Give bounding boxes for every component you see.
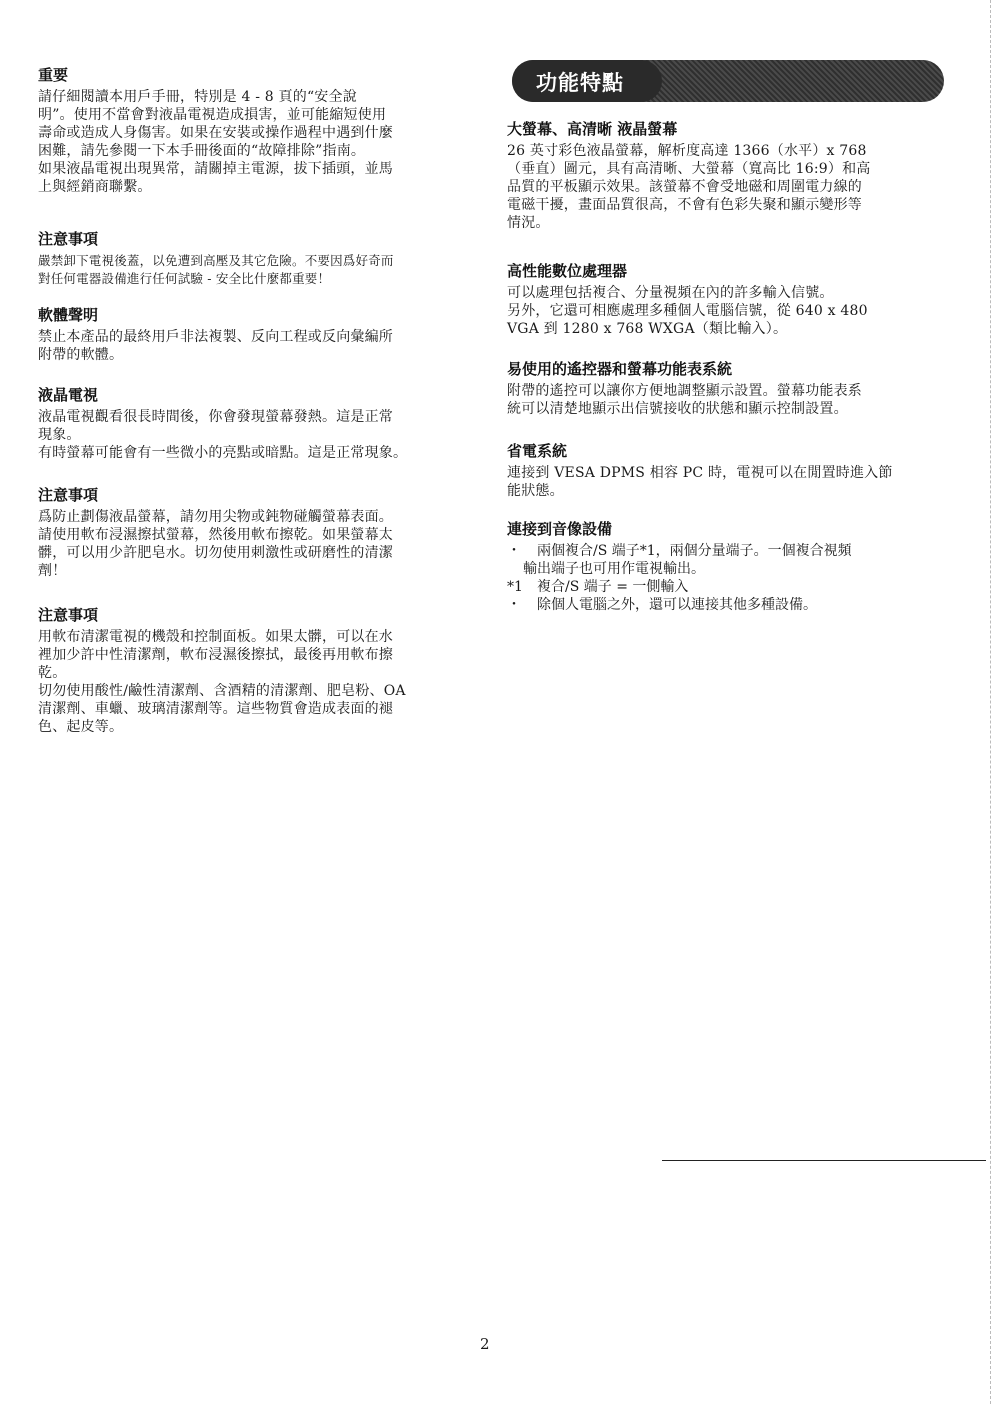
section-software-notice	[38, 306, 463, 364]
list-item	[507, 578, 947, 596]
body-line: 色、起皮等。	[38, 719, 124, 735]
body-line: 裡加少許中性清潔劑，軟布浸濕後擦拭，最後再用軟布擦	[38, 647, 393, 663]
body-line: 電磁干擾，畫面品質很高，不會有色彩失聚和顯示變形等	[507, 197, 862, 213]
section-title: 高性能數位處理器	[507, 262, 628, 280]
body-line: 用軟布清潔電視的機殼和控制面板。如果太髒，可以在水	[38, 629, 393, 645]
list-item	[507, 596, 947, 614]
body-line: 情況。	[507, 215, 550, 231]
body-line: 現象。	[38, 427, 81, 443]
body-line: 有時螢幕可能會有一些微小的亮點或暗點。這是正常現象。	[38, 445, 408, 461]
body-line: 髒，可以用少許肥皂水。切勿使用刺激性或研磨性的清潔	[38, 545, 393, 561]
bullet-mark: ・	[507, 597, 521, 613]
section-caution-3	[38, 606, 463, 736]
body-line: 附帶的遙控可以讓你方便地調整顯示設置。螢幕功能表系	[507, 383, 862, 399]
section-title: 易使用的遙控器和螢幕功能表系統	[507, 360, 733, 378]
section-title: 注意事項	[38, 486, 99, 504]
footnote-rule	[662, 1160, 986, 1161]
bullet-mark	[507, 560, 523, 578]
list-item	[507, 560, 947, 578]
bullet-text: 輸出端子也可用作電視輸出。	[523, 561, 705, 577]
page-edge-line	[990, 0, 991, 1404]
section-caution-2	[38, 486, 463, 580]
section-power-saving	[507, 442, 947, 500]
section-title: 軟體聲明	[38, 306, 99, 324]
section-caution-1	[38, 230, 463, 288]
body-line: 劑！	[38, 563, 67, 579]
body-line: 壽命或造成人身傷害。如果在安裝或操作過程中遇到什麼	[38, 125, 393, 141]
body-line: 附帶的軟體。	[38, 347, 124, 363]
section-title: 省電系統	[507, 442, 568, 460]
section-remote	[507, 360, 947, 418]
body-line: 爲防止劃傷液晶螢幕，請勿用尖物或鈍物碰觸螢幕表面。	[38, 509, 393, 525]
body-line: （垂直）圖元，具有高清晰、大螢幕（寬高比 16:9）和高	[507, 161, 871, 177]
body-line: 26 英寸彩色液晶螢幕，解析度高達 1366（水平）x 768	[507, 143, 867, 159]
body-line: 液晶電視觀看很長時間後，你會發現螢幕發熱。這是正常	[38, 409, 393, 425]
body-line: 乾。	[38, 665, 67, 681]
body-line: 能狀態。	[507, 483, 564, 499]
section-big-screen	[507, 120, 947, 232]
body-line: 統可以清楚地顯示出信號接收的狀態和顯示控制設置。	[507, 401, 848, 417]
body-line: 請仔細閱讀本用戶手冊，特別是 4 - 8 頁的“安全說	[38, 89, 357, 105]
section-title: 注意事項	[38, 230, 99, 248]
body-line: 嚴禁卸下電視後蓋，以免遭到高壓及其它危險。不要因爲好奇而	[38, 253, 394, 268]
body-line: 品質的平板顯示效果。該螢幕不會受地磁和周圍電力線的	[507, 179, 862, 195]
bullet-text: 除個人電腦之外，還可以連接其他多種設備。	[537, 597, 817, 613]
section-av-connect	[507, 520, 947, 614]
section-lcd-tv	[38, 386, 463, 462]
body-line: 另外，它還可相應處理多種個人電腦信號，從 640 x 480	[507, 303, 868, 319]
bullet-text: 兩個複合/S 端子*1，兩個分量端子。一個複合視頻	[537, 543, 852, 559]
section-title: 液晶電視	[38, 386, 99, 404]
body-line: 上與經銷商聯繫。	[38, 179, 152, 195]
body-line: 如果液晶電視出現異常，請關掉主電源，拔下插頭，並馬	[38, 161, 393, 177]
bullet-mark: *1	[507, 579, 523, 595]
list-item	[507, 542, 947, 560]
bullet-mark: ・	[507, 543, 521, 559]
section-title: 大螢幕、高清晰 液晶螢幕	[507, 120, 678, 138]
section-title: 注意事項	[38, 606, 99, 624]
body-line: 禁止本產品的最終用戶非法複製、反向工程或反向彙編所	[38, 329, 393, 345]
section-processor	[507, 262, 947, 338]
body-line: 連接到 VESA DPMS 相容 PC 時，電視可以在閒置時進入節	[507, 465, 893, 481]
body-line: 困難，請先參閱一下本手冊後面的“故障排除”指南。	[38, 143, 366, 159]
page-number: 2	[480, 1335, 490, 1353]
banner-title: 功能特點	[536, 71, 624, 95]
section-important	[38, 66, 463, 196]
section-title: 連接到音像設備	[507, 520, 613, 538]
body-line: 明”。使用不當會對液晶電視造成損害，並可能縮短使用	[38, 107, 387, 123]
body-line: 清潔劑、車蠟、玻璃清潔劑等。這些物質會造成表面的褪	[38, 701, 393, 717]
features-banner	[512, 60, 944, 102]
body-line: VGA 到 1280 x 768 WXGA（類比輸入）。	[507, 321, 788, 337]
body-line: 請使用軟布浸濕擦拭螢幕，然後用軟布擦乾。如果螢幕太	[38, 527, 393, 543]
body-line: 對任何電器設備進行任何試驗 - 安全比什麼都重要！	[38, 271, 331, 286]
body-line: 切勿使用酸性/鹼性清潔劑、含酒精的清潔劑、肥皂粉、OA	[38, 683, 406, 699]
bullet-text: 複合/S 端子 = 一側輸入	[537, 579, 689, 595]
body-line: 可以處理包括複合、分量視頻在內的許多輸入信號。	[507, 285, 834, 301]
section-title: 重要	[38, 66, 69, 84]
